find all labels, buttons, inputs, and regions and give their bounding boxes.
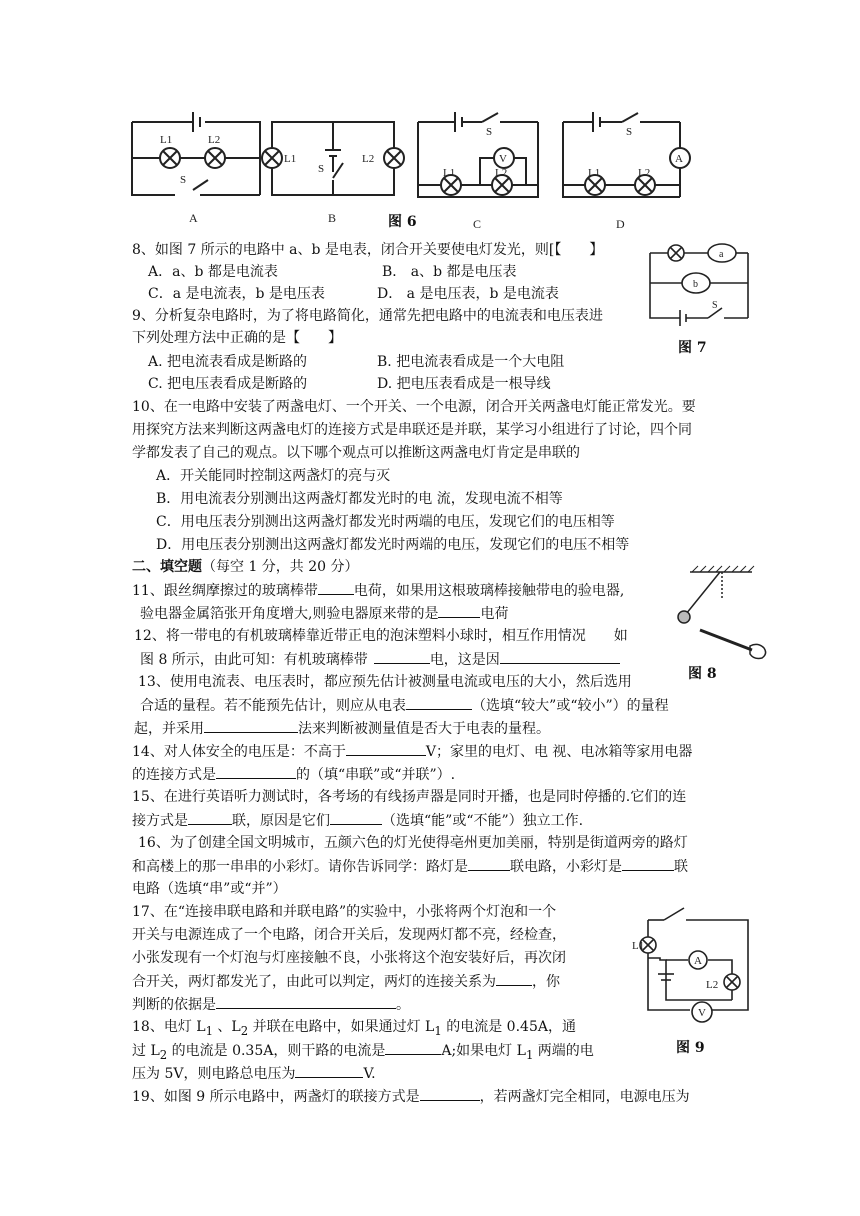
q13-blank-2[interactable]: [204, 718, 298, 733]
q17-blank-2[interactable]: [216, 994, 396, 1009]
fig6-b-l1-label: L1: [284, 153, 297, 165]
q9-stem-line2: 下列处理方法中正确的是【 】: [132, 330, 342, 346]
fig6-caption: 图 6: [388, 214, 417, 230]
q11-blank-1[interactable]: [318, 580, 354, 595]
q15-line2: [132, 810, 583, 831]
q10-option-d: D．用电压表分别测出这两盏灯都发光时两端的电压，发现它们的电压不相等: [156, 537, 630, 553]
q8-option-b: B． a、b 都是电压表: [382, 264, 517, 280]
fig6-b-l2-label: L2: [362, 153, 375, 165]
q14-text-a: 14、对人体安全的电压是：不高于: [132, 744, 346, 760]
q15-text-c: （选填“能”或“不能”）独立工作.: [382, 813, 584, 829]
q13-line3: [134, 718, 550, 739]
q15-blank-1[interactable]: [188, 810, 232, 825]
q18-blank-1[interactable]: [385, 1040, 441, 1055]
q17-blank-1[interactable]: [496, 971, 532, 986]
fig7-s-label: S: [712, 300, 718, 311]
q10-option-b: B．用电流表分别测出这两盏灯都发光时的电 流，发现电流不相等: [156, 491, 563, 507]
fig9-l2-label: L2: [706, 979, 719, 991]
q11-text-c: 验电器金属箔张开角度增大,则验电器原来带的是: [140, 606, 439, 622]
q18-text-a: 18、电灯 L: [132, 1019, 206, 1035]
fig6-a-l2-label: L2: [208, 134, 221, 146]
q14-text-d: 的（填“串联”或“并联”）.: [296, 767, 456, 783]
q11-text-a: 11、跟丝绸摩擦过的玻璃棒带: [132, 583, 318, 599]
q18-line2: [132, 1040, 594, 1065]
fig6-label-c: C: [473, 217, 482, 231]
q9-stem-line1: 9、分析复杂电路时，为了将电路简化，通常先把电路中的电流表和电压表进: [132, 308, 603, 324]
q18-line1: [132, 1017, 576, 1041]
fig6-c-s-label: S: [486, 126, 493, 138]
q16-line3: 电路（选填“串”或“并”）: [132, 881, 287, 897]
fig7-caption: 图 7: [678, 340, 707, 356]
q16-text-a: 和高楼上的那一串串的小彩灯。请你告诉同学：路灯是: [132, 859, 468, 875]
q17-text-c: 判断的依据是: [132, 997, 216, 1013]
q9-option-b: B. 把电流表看成是一个大电阻: [377, 354, 565, 370]
q19-text-b: ，若两盏灯完全相同，电源电压为: [479, 1089, 690, 1105]
q14-line2: [132, 764, 455, 785]
fig6-c-l2-label: L2: [495, 167, 508, 179]
fig7-b-label: b: [693, 279, 698, 290]
q14-blank-2[interactable]: [216, 764, 296, 779]
q12-blank-1[interactable]: [374, 649, 430, 664]
q17-line5: [132, 994, 410, 1015]
fig6-label-a: A: [189, 211, 198, 225]
q16-blank-1[interactable]: [468, 856, 510, 871]
q11-line2: [140, 603, 508, 624]
q18-text-c: 并联在电路中，如果通过灯 L: [248, 1019, 435, 1035]
q13-text-a: 合适的量程。若不能预先估计，则应从电表: [140, 698, 406, 714]
q16-text-b: 联电路，小彩灯是: [510, 859, 622, 875]
q18-blank-2[interactable]: [295, 1063, 363, 1078]
q11-blank-2[interactable]: [438, 603, 480, 618]
section-2-note: （每空 1 分，共 20 分）: [202, 559, 359, 575]
q11-text-d: 电荷: [480, 606, 509, 622]
q9-option-c: C. 把电压表看成是断路的: [148, 376, 308, 392]
q17-text-a: 合开关，两灯都发光了，由此可以判定，两灯的连接关系为: [132, 974, 496, 990]
q13-text-c: 起，并采用: [134, 721, 204, 737]
q12-text-a: 图 8 所示，由此可知：有机玻璃棒带: [140, 652, 368, 668]
fig9-l1-label: L1: [632, 940, 645, 952]
fig6-c-l1-label: L1: [443, 167, 456, 179]
q17-line4: [132, 971, 560, 992]
q16-line1: 16、为了创建全国文明城市，五颜六色的灯光使得亳州更加美丽，特别是街道两旁的路灯: [138, 835, 688, 851]
q13-text-d: 法来判断被测量值是否大于电表的量程。: [298, 721, 550, 737]
q16-text-c: 联: [674, 859, 688, 875]
q18-text-b: 、L: [212, 1019, 241, 1035]
q13-blank-1[interactable]: [406, 695, 472, 710]
q8-stem: 8、如图 7 所示的电路中 a、b 是电表，闭合开关要使电灯发光，则[【 】: [132, 242, 604, 258]
q18-text-j: V.: [363, 1066, 376, 1082]
q10-stem-line1: 10、在一电路中安装了两盏电灯、一个开关、一个电源，闭合开关两盏电灯能正常发光。要: [132, 399, 696, 415]
q16-line2: [132, 856, 688, 877]
q10-option-a: A．开关能同时控制这两盏灯的亮与灭: [156, 468, 391, 484]
q12-line2: [140, 649, 620, 670]
q12-text-b: 电，这是因: [429, 652, 500, 668]
q15-blank-2[interactable]: [330, 810, 382, 825]
section-2-heading: [132, 557, 359, 577]
q18-sub-3: 1: [434, 1023, 442, 1038]
fig6-d-l2-label: L2: [638, 167, 651, 179]
q10-stem-line3: 学都发表了自己的观点。以下哪个观点可以推断这两盏电灯肯定是串联的: [132, 445, 580, 461]
fig9-a-label: A: [694, 955, 702, 967]
section-2-title: 二、填空题: [132, 559, 202, 575]
q12-blank-2[interactable]: [500, 649, 620, 664]
q15-text-b: 联，原因是它们: [232, 813, 330, 829]
q18-text-g: A;如果电灯 L: [441, 1043, 526, 1059]
fig9-v-label: V: [698, 1007, 706, 1019]
q18-line3: [132, 1063, 376, 1084]
q18-sub-5: 1: [525, 1047, 534, 1062]
q8-option-d: D． a 是电压表，b 是电流表: [377, 286, 559, 302]
q9-option-a: A. 把电流表看成是断路的: [148, 354, 308, 370]
fig7-a-label: a: [719, 249, 724, 260]
q14-line1: [132, 741, 692, 762]
q19-line1: [132, 1086, 690, 1107]
fig6-d-s-label: S: [626, 126, 633, 138]
q17-line3: 小张发现有一个灯泡与灯座接触不良，小张将这个泡安装好后，再次闭: [132, 950, 566, 966]
q16-blank-2[interactable]: [622, 856, 674, 871]
q9-option-d: D. 把电压表看成是一根导线: [377, 376, 551, 392]
fig6-d-a-label: A: [675, 153, 683, 165]
q18-text-e: 过 L: [132, 1043, 160, 1059]
q14-blank-1[interactable]: [346, 741, 426, 756]
q14-text-c: 的连接方式是: [132, 767, 216, 783]
fig6-label-b: B: [328, 211, 337, 225]
q12-line1: 12、将一带电的有机玻璃棒靠近带正电的泡沫塑料小球时，相互作用情况 如: [134, 628, 628, 644]
q18-text-d: 的电流是 0.45A，通: [441, 1019, 576, 1035]
q14-text-b: V；家里的电灯、电 视、电冰箱等家用电器: [425, 744, 693, 760]
q8-option-c: C．a 是电流表，b 是电压表: [148, 286, 325, 302]
q15-line1: 15、在进行英语听力测试时，各考场的有线扬声器是同时开播，也是同时停播的.它们的连: [132, 789, 687, 805]
q18-sub-4: 2: [159, 1047, 168, 1062]
q11-line1: [132, 580, 624, 601]
q18-text-h: 两端的电: [533, 1043, 594, 1059]
q15-text-a: 接方式是: [132, 813, 188, 829]
q18-sub-1: 1: [205, 1023, 213, 1038]
fig6-c-v-label: V: [499, 153, 507, 165]
q8-option-a: A．a、b 都是电流表: [148, 264, 278, 280]
q18-text-f: 的电流是 0.35A，则干路的电流是: [167, 1043, 386, 1059]
q10-stem-line2: 用探究方法来判断这两盏电灯的连接方式是串联还是并联，某学习小组进行了讨论，四个同: [132, 422, 692, 438]
fig6-b-s-label: S: [318, 163, 325, 175]
q19-text-a: 19、如图 9 所示电路中，两盏灯的联接方式是: [132, 1089, 420, 1105]
q18-sub-2: 2: [240, 1023, 249, 1038]
fig6-a-s-label: S: [180, 174, 187, 186]
q11-text-b: 电荷，如果用这根玻璃棒接触带电的验电器,: [353, 583, 625, 599]
q13-line1: 13、使用电流表、电压表时，都应预先估计被测量电流或电压的大小，然后选用: [138, 674, 632, 690]
q19-blank-1[interactable]: [420, 1086, 480, 1101]
q17-text-b: ，你: [532, 974, 560, 990]
q17-line2: 开关与电源连成了一个电路，闭合开关后，发现两灯都不亮，经检查，: [132, 927, 566, 943]
q13-line2: [140, 695, 669, 716]
q17-text-d: 。: [396, 997, 410, 1013]
q17-line1: 17、在“连接串联电路和并联电路”的实验中，小张将两个灯泡和一个: [132, 904, 557, 920]
q18-text-i: 压为 5V，则电路总电压为: [132, 1066, 296, 1082]
fig9-caption: 图 9: [676, 1040, 705, 1056]
q13-text-b: （选填“较大”或“较小”）的量程: [472, 698, 669, 714]
fig6-label-d: D: [616, 217, 625, 231]
q10-option-c: C．用电压表分别测出这两盏灯都发光时两端的电压，发现它们的电压相等: [156, 514, 615, 530]
fig8-caption: 图 8: [688, 666, 717, 682]
fig6-a-l1-label: L1: [160, 134, 173, 146]
fig6-d-l1-label: L1: [588, 167, 601, 179]
